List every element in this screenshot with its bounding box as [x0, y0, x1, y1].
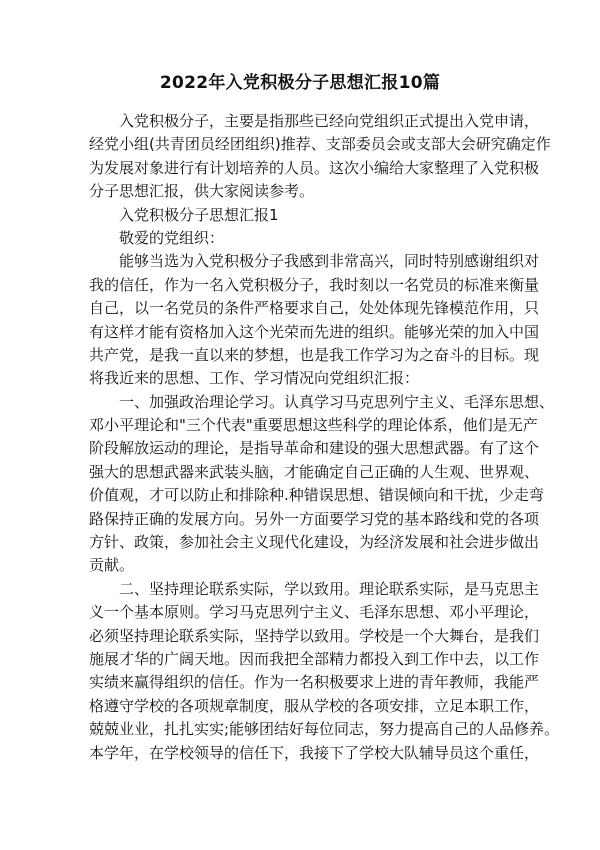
paragraph-line: 格遵守学校的各项规章制度，服从学校的各项安排，立足本职工作， [89, 696, 540, 715]
intro-line: 分子思想汇报，供大家阅读参考。 [89, 182, 315, 201]
paragraph-line: 实绩来赢得组织的信任。作为一名积极要求上进的青年教师，我能严 [89, 673, 540, 692]
paragraph-line: 能够当选为入党积极分子我感到非常高兴，同时特别感谢组织对 [119, 252, 540, 271]
paragraph-line: 共产党，是我一直以来的梦想，也是我工作学习为之奋斗的目标。现 [89, 345, 540, 364]
intro-line: 入党积极分子，主要是指那些已经向党组织正式提出入党申请， [119, 112, 540, 130]
paragraph-line: 一、加强政治理论学习。认真学习马克思列宁主义、毛泽东思想、 [119, 392, 555, 411]
paragraph-line: 有这样才能有资格加入这个光荣而先进的组织。能够光荣的加入中国 [89, 322, 540, 341]
section-heading: 入党积极分子思想汇报1 [119, 205, 279, 224]
paragraph-line: 强大的思想武器来武装头脑，才能确定自己正确的人生观、世界观、 [89, 462, 540, 481]
paragraph-line: 自己，以一名党员的条件严格要求自己，处处体现先锋模范作用，只 [89, 299, 540, 318]
document-title: 2022年入党积极分子思想汇报10篇 [159, 73, 441, 93]
salutation: 敬爱的党组织： [119, 228, 225, 247]
intro-line: 经党小组(共青团员经团组织)推荐、支部委员会或支部大会研究确定作 [89, 135, 551, 154]
paragraph-line: 阶段解放运动的理论，是指导革命和建设的强大思想武器。有了这个 [89, 439, 540, 458]
paragraph-line: 将我近来的思想、工作、学习情况向党组织汇报： [89, 369, 420, 388]
paragraph-line: 方针、政策，参加社会主义现代化建设，为经济发展和社会进步做出 [89, 533, 540, 552]
paragraph-line: 邓小平理论和"三个代表"重要思想这些科学的理论体系，他们是无产 [89, 416, 538, 435]
paragraph-line: 二、坚持理论联系实际，学以致用。理论联系实际，是马克思主 [119, 579, 540, 598]
intro-line: 为发展对象进行有计划培养的人员。这次小编给大家整理了入党积极 [89, 158, 540, 177]
paragraph-line: 贡献。 [89, 556, 135, 575]
paragraph-line: 我的信任，作为一名入党积极分子，我时刻以一名党员的标准来衡量 [89, 275, 540, 294]
paragraph-line: 义一个基本原则。学习马克思列宁主义、毛泽东思想、邓小平理论， [89, 603, 540, 622]
paragraph-line: 路保持正确的发展方向。另外一方面要学习党的基本路线和党的各项 [89, 509, 540, 528]
paragraph-line: 本学年，在学校领导的信任下，我接下了学校大队辅导员这个重任， [89, 743, 540, 762]
paragraph-line: 兢兢业业，扎扎实实;能够团结好每位同志，努力提高自己的人品修养。 [89, 720, 560, 739]
paragraph-line: 必须坚持理论联系实际，坚持学以致用。学校是一个大舞台，是我们 [89, 626, 540, 645]
paragraph-line: 施展才华的广阔天地。因而我把全部精力都投入到工作中去，以工作 [89, 649, 540, 668]
paragraph-line: 价值观，才可以防止和排除种.种错误思想、错误倾向和干扰，少走弯 [89, 486, 544, 505]
document-body [89, 110, 560, 765]
